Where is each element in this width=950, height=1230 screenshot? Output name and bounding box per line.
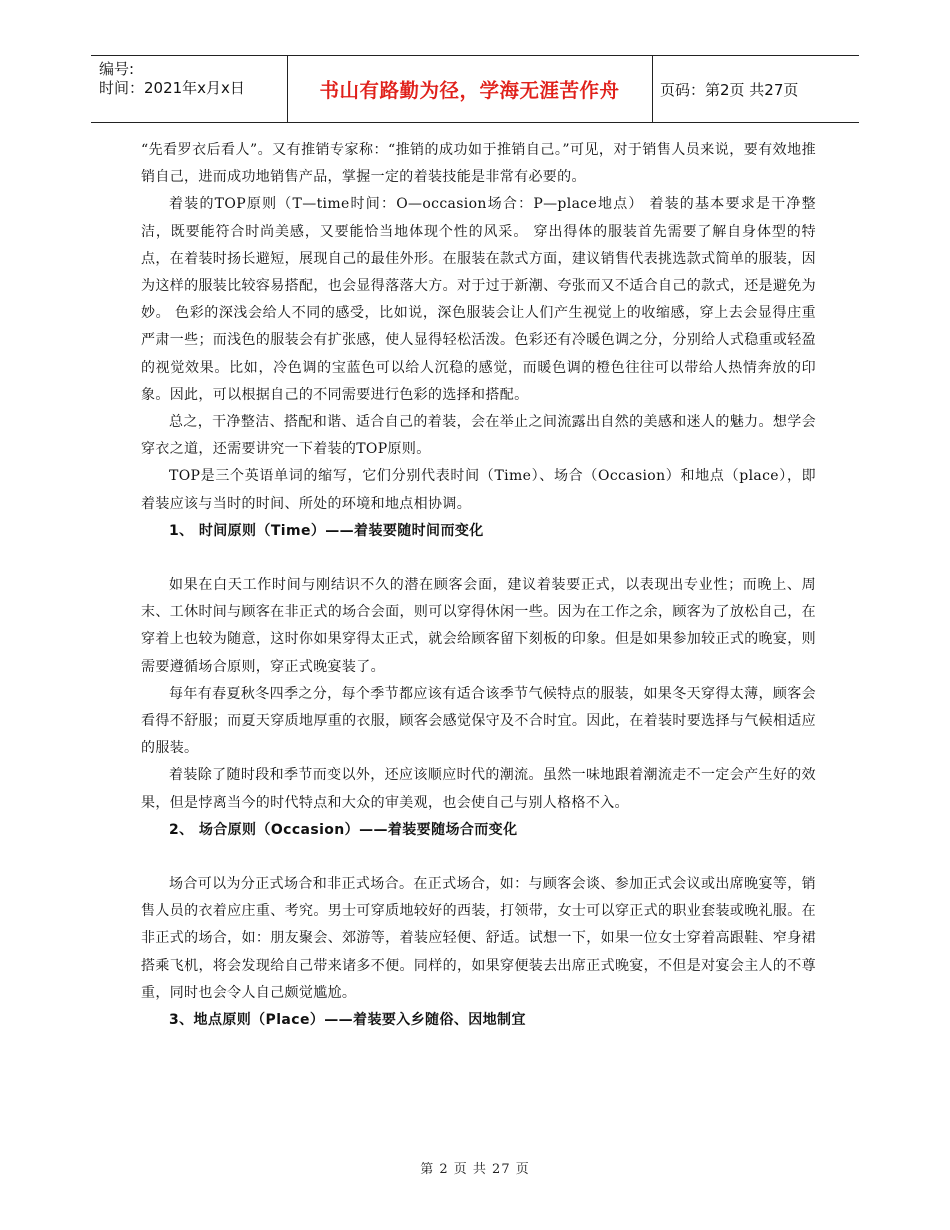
header-page-info: 页码：第2页 共27页 — [660, 80, 799, 99]
page-footer: 第 2 页 共 27 页 — [420, 1162, 530, 1177]
section-heading-occasion: 2、 场合原则（Occasion）——着装要随场合而变化 — [169, 821, 518, 838]
paragraph: “先看罗衣后看人”。又有推销专家称：“推销的成功如于推销自己。”可见，对于销售人员来说，要有效地推销自己，进而成功地销售产品，掌握一定的着装技能是非常有必要的。 — [141, 142, 816, 186]
paragraph: 每年有春夏秋冬四季之分，每个季节都应该有适合该季节气候特点的服装，如果冬天穿得太薄，顾客会看得不舒服；而夏天穿质地厚重的衣服，顾客会感觉保守及不合时宜。因此，在着装时要选择与气候相适应的服装。 — [141, 685, 816, 757]
section-heading-place: 3、地点原则（Place）——着装要入乡随俗、因地制宜 — [169, 1012, 526, 1029]
paragraph: 总之，干净整洁、搭配和谐、适合自己的着装，会在举止之间流露出自然的美感和迷人的魅力。想学会穿衣之道，还需要讲究一下着装的TOP原则。 — [141, 414, 816, 458]
paragraph: 场合可以为分正式场合和非正式场合。在正式场合，如：与顾客会谈、参加正式会议或出席晚宴等，销售人员的衣着应庄重、考究。男士可穿质地较好的西装，打领带，女士可以穿正式的职业套装或晚礼服。在非正式的场合，如：朋友聚会、郊游等，着装应轻便、舒适。试想一下，如果一位女士穿着高跟鞋、窄身裙搭乘飞机，将会发现给自己带来诸多不便。同样的，如果穿便装去出席正式晚宴，不但是对宴会主人的不尊重，同时也会令人自己颇觉尴尬。 — [141, 876, 816, 1001]
header-motto: 书山有路勤为径，学海无涯苦作舟 — [319, 79, 620, 102]
paragraph: 着装的TOP原则（T—time时间：O—occasion场合：P—place地点） 着装的基本要求是干净整洁，既要能符合时尚美感，又要能恰当地体现个性的风采。 穿出得体的服装首先需要了解自身体型的特点，在着装时扬长避短，展现自己的最佳外形。在服装在款式方面，建议销售代表挑选款式简单的服装，因为这样的服装比较容易搭配，也会显得落落大方。对于过于新潮、夸张而又不适合自己的款式，还是避免为妙。 色彩的深浅会给人不同的感受，比如说，深色服装会让人们产生视觉上的收缩感，穿上去会显得庄重严肃一些；而浅色的服装会有扩张感，使人显得轻松活泼。色彩还有冷暖色调之分，分别给人式稳重或轻盈的视觉效果。比如，冷色调的宝蓝色可以给人沉稳的感觉，而暖色调的橙色往往可以带给人热情奔放的印象。因此，可以根据自己的不同需要进行色彩的选择和搭配。 — [141, 196, 816, 403]
document-body — [141, 137, 816, 1061]
header-divider — [652, 56, 653, 122]
document-number-label: 编号: — [99, 60, 135, 78]
paragraph: 着装除了随时段和季节而变以外，还应该顺应时代的潮流。虽然一味地跟着潮流走不一定会产生好的效果，但是悖离当今的时代特点和大众的审美观，也会使自己与别人格格不入。 — [141, 767, 816, 811]
paragraph: TOP是三个英语单词的缩写，它们分别代表时间（Time）、场合（Occasion）和地点（place），即着装应该与当时的时间、所处的环境和地点相协调。 — [141, 468, 816, 512]
section-heading-time: 1、 时间原则（Time）——着装要随时间而变化 — [169, 522, 484, 539]
paragraph: 如果在白天工作时间与刚结识不久的潜在顾客会面，建议着装要正式，以表现出专业性；而晚上、周末、工休时间与顾客在非正式的场合会面，则可以穿得休闲一些。因为在工作之余，顾客为了放松自己，在穿着上也较为随意，这时你如果穿得太正式，就会给顾客留下刻板的印象。但是如果参加较正式的晚宴，则需要遵循场合原则，穿正式晚宴装了。 — [141, 577, 816, 675]
header-meta — [99, 60, 245, 98]
header-table — [91, 55, 859, 123]
document-time-label: 时间：2021年x月x日 — [99, 79, 245, 97]
